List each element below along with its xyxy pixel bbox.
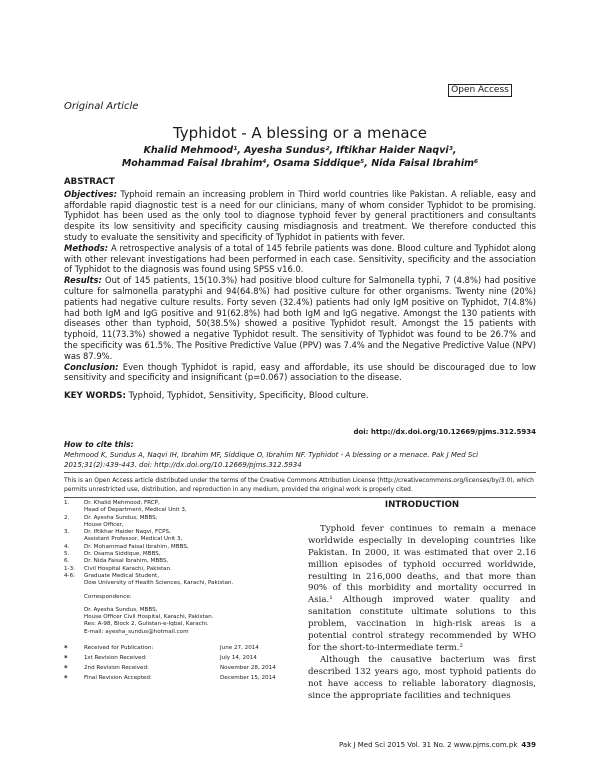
date-value: June 27, 2014 (220, 645, 259, 652)
correspondence-line[interactable]: E-mail: ayesha_sundus@hotmail.com (84, 628, 189, 635)
affiliation-row (64, 507, 288, 514)
article-title: Typhidot - A blessing or a menace (172, 124, 428, 142)
affiliation-text: Dr. Iftikhar Haider Naqvi, FCPS, (84, 529, 171, 536)
affiliation-row (64, 500, 288, 507)
date-row (64, 673, 288, 683)
affiliation-text: Dr. Osama Siddique, MBBS, (84, 551, 161, 558)
divider (64, 472, 536, 473)
divider (64, 497, 536, 498)
affiliation-row (64, 558, 288, 565)
date-value: July 14, 2014 (220, 655, 257, 662)
affiliation-number: 1. (64, 500, 70, 506)
affiliation-text: Dr. Nida Faisal Ibrahim, MBBS, (84, 558, 169, 565)
affiliation-text: House Officer, (84, 521, 124, 528)
bullet-icon: * (64, 664, 68, 673)
bullet-icon: * (64, 674, 68, 683)
affiliation-row (64, 536, 288, 543)
open-access-badge: Open Access (448, 84, 512, 97)
how-to-cite-label: How to cite this: (64, 440, 134, 449)
affiliation-text: Dr. Khalid Mehmood, FRCP, (84, 500, 160, 506)
affiliation-number (64, 522, 84, 529)
affiliation-row (64, 515, 288, 522)
date-label: 2nd Revision Received: (84, 665, 149, 672)
affiliation-text: Assistant Professor, Medical Unit 3, (84, 536, 183, 543)
affiliation-number (64, 536, 84, 543)
affiliation-number: 6. (64, 558, 70, 565)
objectives-text: Typhoid remain an increasing problem in Third world countries like Pakistan. A reliable, easy and affordable rapid diagnostic test is a need for our clinicians, many of whom consider Typhidot to be promising. Typhidot has been used as the only tool to diagnose typhoid fever by general practitioners and consultants despite its low sensitivity and specificity causing misdiagnosis and treatment. We therefore conducted this study to evaluate the sensitivity and specificity of Typhidot in patients with fever. (64, 188, 536, 242)
article-type: Original Article (64, 101, 139, 112)
affiliation-row (64, 580, 288, 587)
date-row (64, 653, 288, 663)
revision-dates (64, 643, 288, 683)
author-line: Mohammad Faisal Ibrahim⁴, Osama Siddique⁵, Nida Faisal Ibrahim⁶ (121, 158, 479, 169)
date-value: December 15, 2014 (220, 675, 276, 682)
correspondence-lines (84, 607, 288, 636)
objectives-label: Objectives: (64, 188, 117, 199)
page-number: 439 (521, 741, 536, 749)
how-to-cite (64, 440, 536, 470)
keywords-text: Typhoid, Typhidot, Sensitivity, Specificity, Blood culture. (128, 391, 369, 402)
affiliations-column (64, 500, 288, 683)
date-row (64, 643, 288, 653)
affiliation-row (64, 573, 288, 580)
affiliation-number: 4. (64, 543, 70, 550)
affiliation-row (64, 544, 288, 551)
date-label: Final Revision Accepted: (84, 675, 152, 682)
keywords-label: KEY WORDS: (64, 391, 126, 402)
author-list (64, 144, 536, 170)
affiliation-number: 4-6: (64, 572, 76, 579)
affiliation-number: 3. (64, 529, 70, 536)
methods-text: A retrospective analysis of a total of 145 febrile patients was done. Blood culture and Typhidot along with other relevant investigations had been performed in each case. Sensitivity, specificity and the association of Typhidot to the diagnosis was found using SPSS v16.0. (64, 242, 536, 275)
abstract-results (64, 275, 536, 361)
license-text: This is an Open Access article distributed under the terms of the Creative Commons Attribution License (http://creativecommons.org/licenses/by/3.0), which permits unrestricted use, distribution, and reproduction in any medium, provided the original work is properly cited. (64, 477, 534, 493)
affiliation-number: 1-3: (64, 565, 76, 572)
author-line: Khalid Mehmood¹, Ayesha Sundus², Iftikhar Haider Naqvi³, (143, 145, 457, 156)
abstract (64, 177, 536, 402)
correspondence (64, 594, 288, 636)
results-label: Results: (64, 275, 102, 286)
intro-paragraph: Although the causative bacterium was first described 132 years ago, most typhoid patients do not have access to reliable laboratory diagnosis, since the appropriate facilities and techniques (308, 654, 536, 701)
abstract-heading: ABSTRACT (64, 177, 115, 187)
affiliation-number: 5. (64, 551, 70, 558)
correspondence-line: Res: A-98, Block 2, Gulistan-e-Iqbal, Karachi. (84, 621, 209, 628)
affiliation-text: Graduate Medical Student, (84, 572, 160, 579)
bullet-icon: * (64, 654, 68, 663)
abstract-conclusion (64, 362, 536, 384)
page-footer (339, 741, 536, 749)
introduction-heading: INTRODUCTION (384, 500, 460, 510)
affiliation-text: Dow University of Health Sciences, Karachi, Pakistan. (84, 580, 234, 587)
bullet-icon: * (64, 644, 68, 653)
abstract-methods (64, 243, 536, 275)
footer-journal: Pak J Med Sci 2015 Vol. 31 No. 2 www.pjms.com.pk (339, 741, 518, 749)
correspondence-line: House Officer Civil Hospital, Karachi, Pakistan. (84, 614, 214, 621)
doi-link[interactable]: doi: http://dx.doi.org/10.12669/pjms.312.5934 (353, 428, 536, 436)
conclusion-label: Conclusion: (64, 361, 119, 372)
abstract-objectives (64, 189, 536, 243)
affiliation-number: 2. (64, 514, 70, 521)
affiliation-text: Dr. Mohammad Faisal Ibrahim, MBBS, (84, 543, 189, 550)
correspondence-label: Correspondence: (84, 593, 132, 600)
conclusion-text: Even though Typhidot is rapid, easy and affordable, its use should be discouraged due to low sensitivity and specificity and insignificant (p=0.067) association to the disease. (64, 361, 536, 383)
date-label: 1st Revision Received: (84, 655, 147, 662)
affiliation-row (64, 529, 288, 536)
introduction (308, 500, 536, 703)
affiliations-list (64, 500, 288, 588)
affiliation-row (64, 522, 288, 529)
date-label: Received for Publication: (84, 645, 154, 652)
correspondence-line: Dr. Ayesha Sundus, MBBS, (84, 606, 158, 613)
date-value: November 28, 2014 (220, 665, 276, 672)
results-text: Out of 145 patients, 15(10.3%) had positive blood culture for Salmonella typhi, 7 (4.8%) had positive culture for salmonella paratyphi and 94(64.8%) had positive culture for other organisms. Twenty nine (20%) patients had negative culture results. Forty seven (32.4%) patients had only IgM positive on Typhidot, 7(4.8%) had both IgM and IgG positive and 91(62.8%) had both IgM and IgG negative. Amongst the 130 patients with diseases other than typhoid, 50(38.5%) showed a positive Typhidot result. Amongst the 15 patients with typhoid, 11(73.3%) showed a negative Typhidot result. The sensitivity of Typhidot was found to be 26.7% and the specificity was 61.5%. The Positive Predictive Value (PPV) was 7.4% and the Negative Predictive Value (NPV) was 87.9%. (64, 275, 536, 361)
intro-paragraph: Typhoid fever continues to remain a menace worldwide especially in developing countries like Pakistan. In 2000, it was estimated that over 2.16 million episodes of typhoid occurred worldwide, resulting in 216,000 deaths, and that more than 90% of this morbidity and mortality occurred in Asia.¹ Although improved water quality and sanitation constitute ultimate solutions to this problem, vaccination in high-risk areas is a potential control strategy recommended by WHO for the short-to-intermediate term.² (308, 523, 536, 653)
affiliation-text: Civil Hospital Karachi, Pakistan. (84, 565, 172, 572)
affiliation-number (64, 580, 84, 587)
affiliation-text: Head of Department, Medical Unit 3, (84, 507, 187, 514)
date-row (64, 663, 288, 673)
methods-label: Methods: (64, 242, 109, 253)
citation-line: Mehmood K, Sundus A, Naqvi IH, Ibrahim MF, Siddique O, Ibrahim NF. Typhidot - A blessing or a menace. Pak J Med Sci (64, 451, 479, 459)
affiliation-number (64, 507, 84, 514)
affiliation-row (64, 566, 288, 573)
affiliation-text: Dr. Ayesha Sundus, MBBS, (84, 514, 158, 521)
keywords (64, 391, 536, 402)
affiliation-row (64, 551, 288, 558)
citation-line: 2015;31(2):439-443. doi: http://dx.doi.org/10.12669/pjms.312.5934 (64, 461, 302, 469)
